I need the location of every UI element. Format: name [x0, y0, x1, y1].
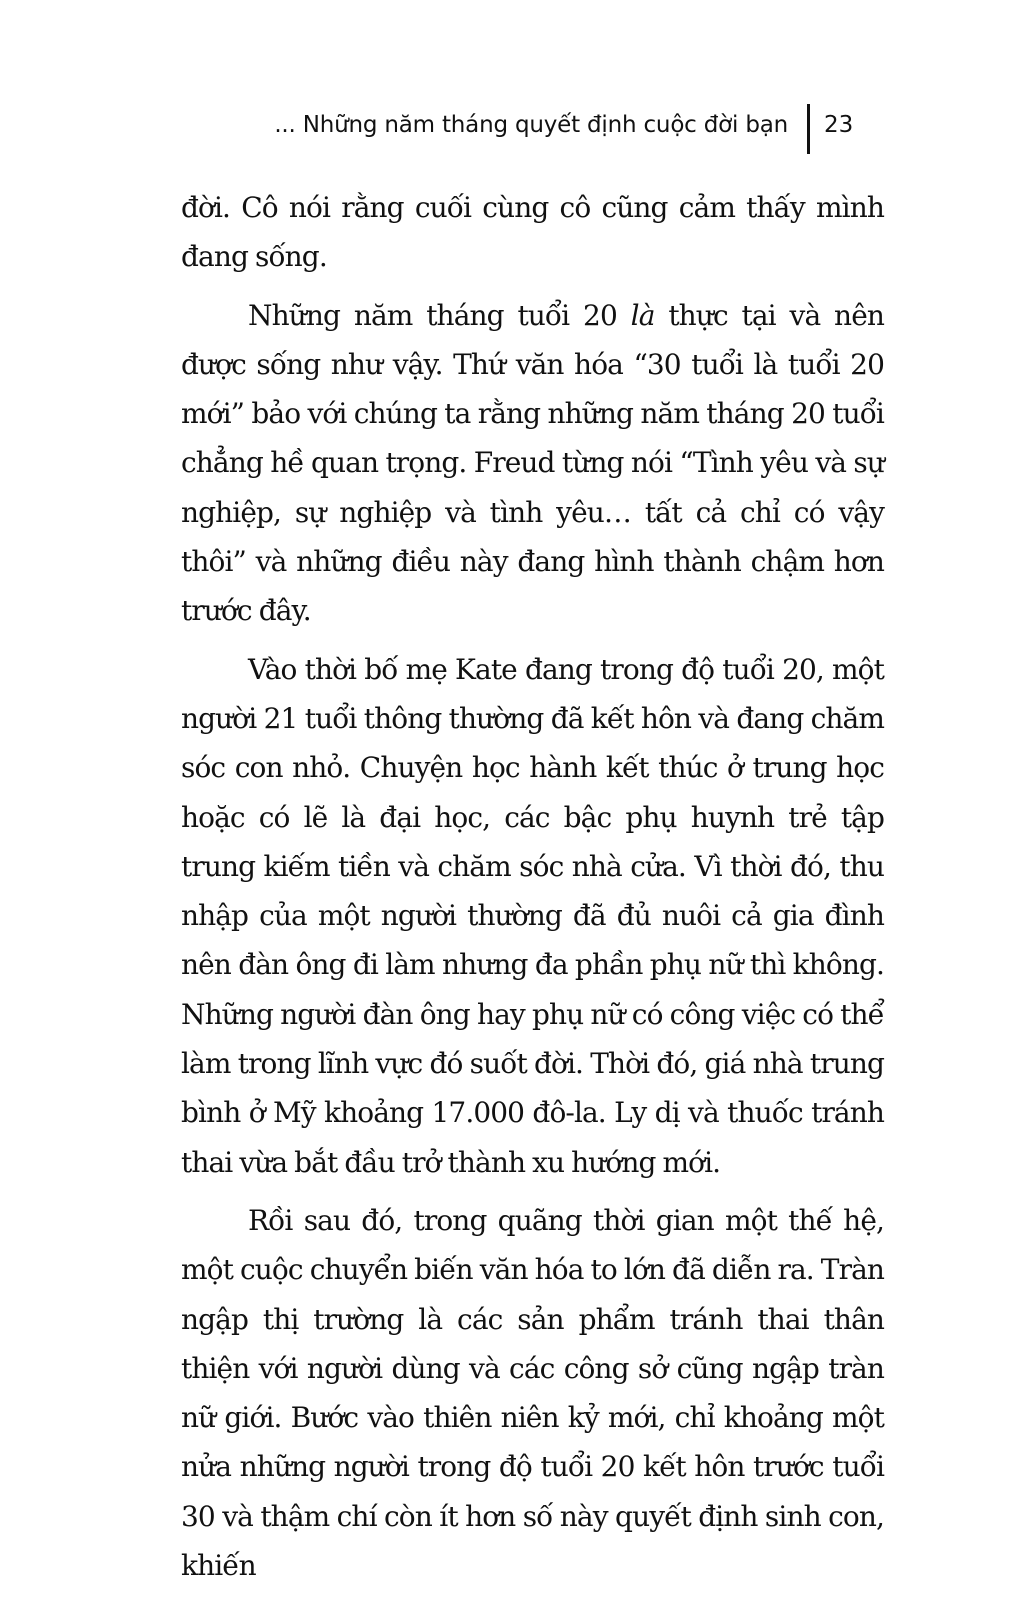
paragraph-text-part: thực tại và nên được sống như vậy. Thứ văn hóa “30 tuổi là tuổi 20 mới” bảo với chúng ta rằng những năm tháng 20 tuổi chẳng hề quan trọng. Freud từng nói “Tình yêu và sự nghiệp, sự nghiệp và tình yêu… tất cả chỉ có vậy thôi” và những điều này đang hình thành chậm hơn trước đây.: [181, 298, 884, 628]
paragraph-text: Rồi sau đó, trong quãng thời gian một thế hệ, một cuộc chuyển biến văn hóa to lớn đã diễn ra. Tràn ngập thị trường là các sản phẩm tránh thai thân thiện với người dùng và các công sở cũng ngập tràn nữ giới. Bước vào thiên niên kỷ mới, chỉ khoảng một nửa những người trong độ tuổi 20 kết hôn trước tuổi 30 và thậm chí còn ít hơn số này quyết định sinh con, khiến: [181, 1203, 884, 1583]
paragraph-text-part: Những năm tháng tuổi 20: [248, 298, 631, 332]
paragraph: [181, 645, 884, 1187]
body-text: [181, 183, 884, 1599]
paragraph-text: đời. Cô nói rằng cuối cùng cô cũng cảm thấy mình đang sống.: [181, 191, 884, 274]
paragraph-text: Vào thời bố mẹ Kate đang trong độ tuổi 20, một người 21 tuổi thông thường đã kết hôn và đang chăm sóc con nhỏ. Chuyện học hành kết thúc ở trung học hoặc có lẽ là đại học, các bậc phụ huynh trẻ tập trung kiếm tiền và chăm sóc nhà cửa. Vì thời đó, thu nhập của một người thường đã đủ nuôi cả gia đình nên đàn ông đi làm nhưng đa phần phụ nữ thì không. Những người đàn ông hay phụ nữ có công việc có thể làm trong lĩnh vực đó suốt đời. Thời đó, giá nhà trung bình ở Mỹ khoảng 17.000 đô-la. Ly dị và thuốc tránh thai vừa bắt đầu trở thành xu hướng mới.: [181, 652, 884, 1179]
paragraph: [181, 1196, 884, 1590]
paragraph-continued: [181, 183, 884, 282]
header-divider: [807, 104, 810, 154]
emphasized-word: là: [630, 298, 655, 332]
page-number: 23: [824, 112, 854, 138]
paragraph: [181, 291, 884, 636]
running-header: [160, 104, 880, 154]
chapter-title: ... Những năm tháng quyết định cuộc đời bạn: [274, 112, 788, 138]
